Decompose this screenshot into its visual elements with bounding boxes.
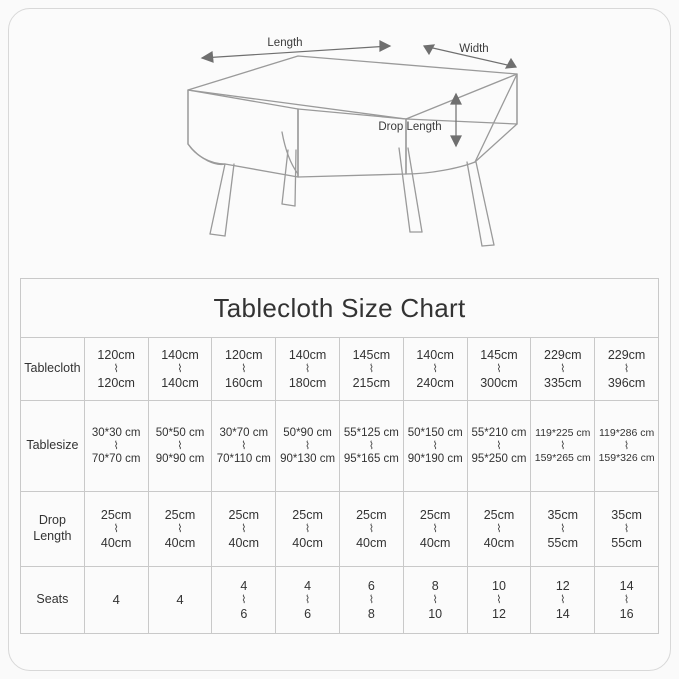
size-chart-table-wrap	[20, 278, 659, 659]
leg-back-right	[399, 148, 410, 232]
cell-seats-7: 10 ⌇ 12	[467, 567, 531, 634]
row-header-seats: Seats	[21, 567, 85, 634]
cell-tablesize-4: 50*90 cm ⌇ 90*130 cm	[276, 401, 340, 492]
cell-tablecloth-2: 140cm ⌇ 140cm	[148, 338, 212, 401]
cell-drop-1: 25cm ⌇ 40cm	[84, 492, 148, 567]
cell-seats-2: 4	[148, 567, 212, 634]
cell-tablesize-1: 30*30 cm ⌇ 70*70 cm	[84, 401, 148, 492]
cell-drop-6: 25cm ⌇ 40cm	[403, 492, 467, 567]
cell-seats-4: 4 ⌇ 6	[276, 567, 340, 634]
cell-tablesize-9: 119*286 cm ⌇ 159*326 cm	[595, 401, 659, 492]
drop-length-label: Drop Length	[378, 121, 442, 133]
cloth-top-surface	[188, 56, 517, 119]
cell-drop-9: 35cm ⌇ 55cm	[595, 492, 659, 567]
cell-tablesize-7: 55*210 cm ⌇ 95*250 cm	[467, 401, 531, 492]
cell-tablesize-8: 119*225 cm ⌇ 159*265 cm	[531, 401, 595, 492]
row-seats	[21, 567, 659, 634]
size-chart-table	[20, 278, 659, 634]
row-drop-length	[21, 492, 659, 567]
cell-seats-5: 6 ⌇ 8	[339, 567, 403, 634]
cell-drop-2: 25cm ⌇ 40cm	[148, 492, 212, 567]
drop-length-dimension	[451, 94, 461, 146]
chart-title-row	[21, 279, 659, 338]
cell-tablecloth-1: 120cm ⌇ 120cm	[84, 338, 148, 401]
row-header-tablesize: Tablesize	[21, 401, 85, 492]
cell-drop-5: 25cm ⌇ 40cm	[339, 492, 403, 567]
leg-front-left-b	[225, 164, 234, 236]
cell-seats-3: 4 ⌇ 6	[212, 567, 276, 634]
cell-seats-6: 8 ⌇ 10	[403, 567, 467, 634]
cell-tablecloth-5: 145cm ⌇ 215cm	[339, 338, 403, 401]
width-label: Width	[459, 43, 489, 55]
cell-tablecloth-8: 229cm ⌇ 335cm	[531, 338, 595, 401]
chart-title: Tablecloth Size Chart	[21, 279, 659, 338]
cell-seats-9: 14 ⌇ 16	[595, 567, 659, 634]
cell-tablecloth-7: 145cm ⌇ 300cm	[467, 338, 531, 401]
cell-tablecloth-4: 140cm ⌇ 180cm	[276, 338, 340, 401]
cell-tablesize-3: 30*70 cm ⌇ 70*110 cm	[212, 401, 276, 492]
cell-drop-3: 25cm ⌇ 40cm	[212, 492, 276, 567]
row-tablecloth	[21, 338, 659, 401]
leg-front-right	[467, 162, 482, 246]
leg-front-left	[210, 164, 225, 234]
cell-tablecloth-9: 229cm ⌇ 396cm	[595, 338, 659, 401]
row-header-drop-length: Drop Length	[21, 492, 85, 567]
cell-drop-7: 25cm ⌇ 40cm	[467, 492, 531, 567]
cell-tablecloth-3: 120cm ⌇ 160cm	[212, 338, 276, 401]
length-label: Length	[267, 37, 303, 49]
cell-tablecloth-6: 140cm ⌇ 240cm	[403, 338, 467, 401]
cell-drop-4: 25cm ⌇ 40cm	[276, 492, 340, 567]
cell-tablesize-6: 50*150 cm ⌇ 90*190 cm	[403, 401, 467, 492]
table-illustration-svg	[20, 14, 659, 276]
cell-tablesize-5: 55*125 cm ⌇ 95*165 cm	[339, 401, 403, 492]
cell-seats-8: 12 ⌇ 14	[531, 567, 595, 634]
cell-tablesize-2: 50*50 cm ⌇ 90*90 cm	[148, 401, 212, 492]
cell-seats-1: 4	[84, 567, 148, 634]
row-header-tablecloth: Tablecloth	[21, 338, 85, 401]
table-illustration	[20, 14, 659, 276]
cell-drop-8: 35cm ⌇ 55cm	[531, 492, 595, 567]
cloth-front-right-drape	[298, 109, 406, 177]
leg-back-left	[282, 150, 288, 204]
row-tablesize	[21, 401, 659, 492]
